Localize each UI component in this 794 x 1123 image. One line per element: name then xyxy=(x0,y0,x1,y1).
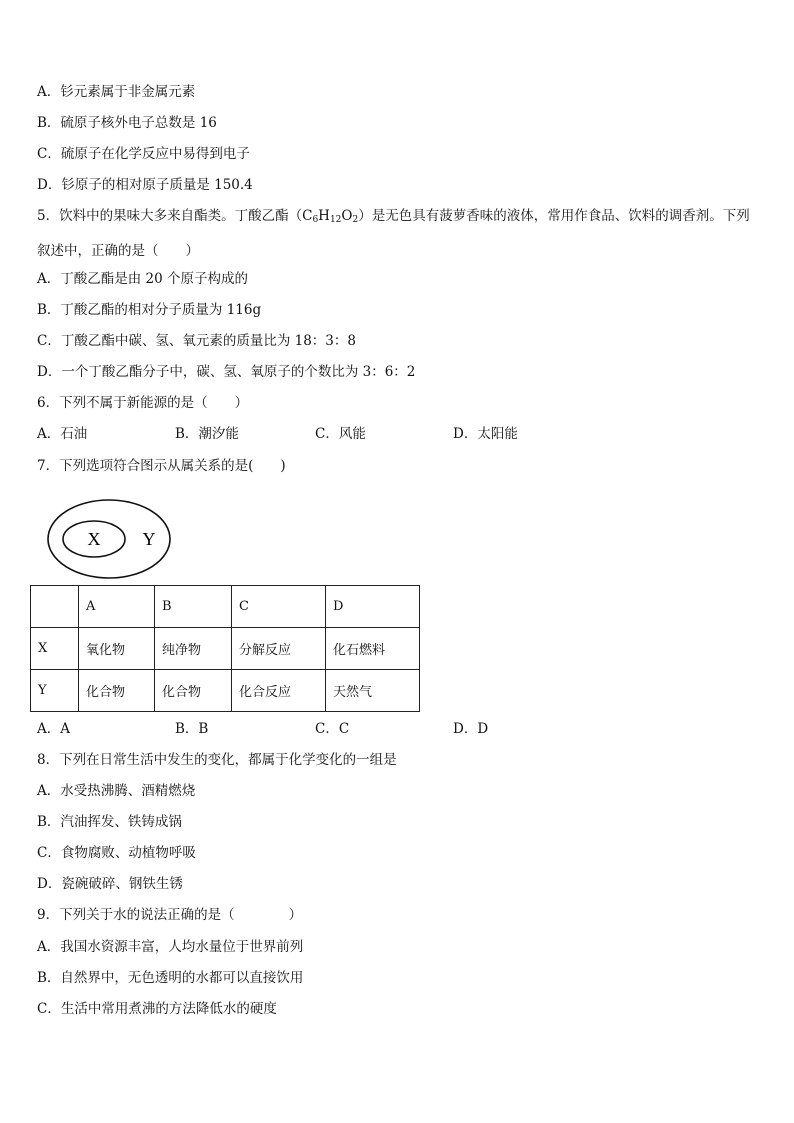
q7-option-d: D．D xyxy=(453,721,489,737)
table-cell: 化合反应 xyxy=(232,670,326,712)
q6-option-d: D．太阳能 xyxy=(453,426,518,442)
table-header-row xyxy=(31,586,420,628)
q7-option-a: A．A xyxy=(37,721,70,737)
q5-option-b: B．丁酸乙酯的相对分子质量为 116g xyxy=(37,302,262,318)
table-cell: 天然气 xyxy=(326,670,420,712)
inner-label: X xyxy=(87,529,101,549)
q7-table xyxy=(30,585,420,712)
table-row xyxy=(31,670,420,712)
table-cell: Y xyxy=(31,670,79,712)
q5-stem: 5．饮料中的果味大多来自酯类。丁酸乙酯$(C_6H_{12}O_2)$是无色具有菠萝香味的液体，常用作食品、饮料的调香剂。下列叙述中，正确的是（ ） xyxy=(37,208,750,259)
table-cell: 化合物 xyxy=(79,670,155,712)
table-cell: 氧化物 xyxy=(79,628,155,670)
q6-options xyxy=(37,424,757,444)
table-row xyxy=(31,628,420,670)
q4-option-c: C．硫原子在化学反应中易得到电子 xyxy=(37,146,250,162)
q9-stem: 9．下列关于水的说法正确的是（ ） xyxy=(37,907,303,923)
table-cell: A xyxy=(79,586,155,628)
q5-option-c: C．丁酸乙酯中碳、氢、氧元素的质量比为 18：3：8 xyxy=(37,333,356,349)
q8-stem: 8．下列在日常生活中发生的变化，都属于化学变化的一组是 xyxy=(37,752,397,768)
q4-option-b: B．硫原子核外电子总数是 16 xyxy=(37,115,217,131)
table-cell: 分解反应 xyxy=(232,628,326,670)
table-cell: 化合物 xyxy=(155,670,232,712)
q9-option-a: A．我国水资源丰富，人均水量位于世界前列 xyxy=(37,939,304,955)
q6-stem: 6．下列不属于新能源的是（ ） xyxy=(37,395,249,411)
q8-option-a: A．水受热沸腾、酒精燃烧 xyxy=(37,783,196,799)
q6-option-b: B．潮汐能 xyxy=(175,426,239,442)
q4-option-a: A．钐元素属于非金属元素 xyxy=(37,84,196,100)
q4-option-d: D．钐原子的相对原子质量是 150.4 xyxy=(37,177,253,193)
outer-label: Y xyxy=(142,529,156,549)
q6-option-a: A．石油 xyxy=(37,426,88,442)
q7-option-c: C．C xyxy=(315,721,350,737)
table-cell: D xyxy=(326,586,420,628)
table-cell: 化石燃料 xyxy=(326,628,420,670)
table-cell: C xyxy=(232,586,326,628)
q5-option-a: A．丁酸乙酯是由 20 个原子构成的 xyxy=(37,271,249,287)
q7-stem: 7．下列选项符合图示从属关系的是( ) xyxy=(37,458,286,474)
q8-option-b: B．汽油挥发、铁铸成锅 xyxy=(37,814,182,830)
table-cell xyxy=(31,586,79,628)
q7-options xyxy=(37,719,757,739)
venn-diagram xyxy=(46,498,172,580)
q9-option-b: B．自然界中，无色透明的水都可以直接饮用 xyxy=(37,970,304,986)
q6-option-c: C．风能 xyxy=(315,426,366,442)
q7-option-b: B．B xyxy=(175,721,209,737)
q8-option-c: C．食物腐败、动植物呼吸 xyxy=(37,845,196,861)
q8-option-d: D．瓷碗破碎、钢铁生锈 xyxy=(37,876,183,892)
formula: $C_6H_{12}O_2$ xyxy=(302,208,359,225)
q5-option-d: D．一个丁酸乙酯分子中，碳、氢、氧原子的个数比为 3：6：2 xyxy=(37,364,416,380)
table-cell: 纯净物 xyxy=(155,628,232,670)
table-cell: X xyxy=(31,628,79,670)
table-cell: B xyxy=(155,586,232,628)
q9-option-c: C．生活中常用煮沸的方法降低水的硬度 xyxy=(37,1001,277,1017)
